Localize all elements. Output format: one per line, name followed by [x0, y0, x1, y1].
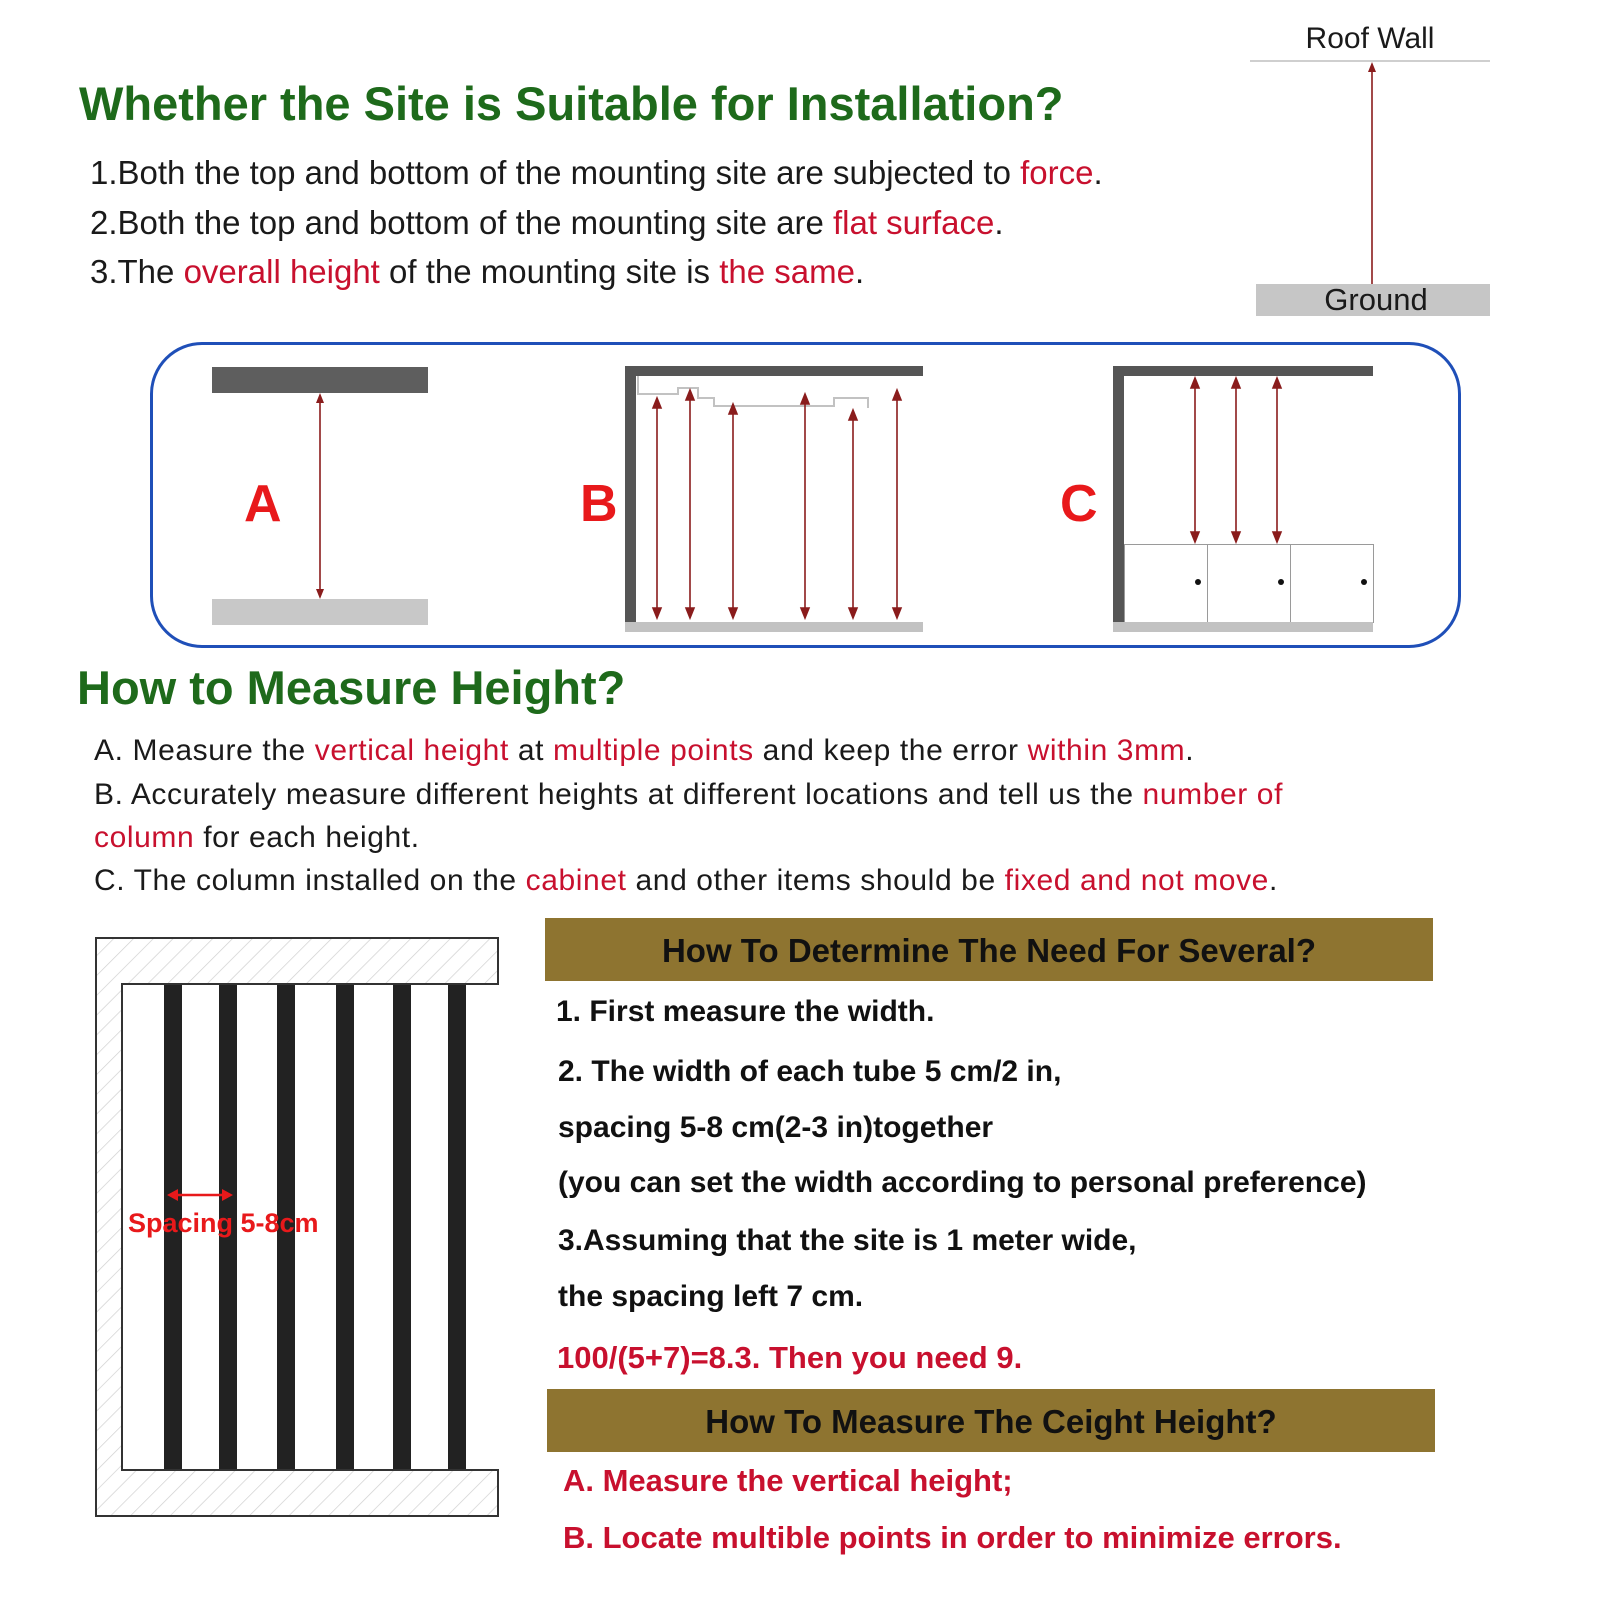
- ceiling-line-a: A. Measure the vertical height;: [563, 1463, 1013, 1498]
- determine-line-4: (you can set the width according to personal preference): [558, 1166, 1367, 1199]
- ground-label: Ground: [1324, 282, 1428, 317]
- determine-line-3: spacing 5-8 cm(2-3 in)together: [558, 1111, 994, 1144]
- line-b-text: B. Accurately measure different heights at different locations and tell us the: [94, 778, 1143, 811]
- item3-mid: of the mounting site is: [379, 253, 720, 290]
- roof-wall-label: Roof Wall: [1305, 22, 1435, 55]
- arrow-a: [310, 393, 330, 599]
- line-b-hl-cont: column: [94, 821, 195, 854]
- item3-highlight: overall height: [183, 253, 380, 290]
- line-a-hl1: vertical height: [314, 734, 509, 767]
- item3-text: 3.The: [90, 253, 184, 290]
- line-b-end: for each height.: [194, 821, 420, 854]
- cabinet-knob-2: [1278, 579, 1284, 585]
- line-c-text: C. The column installed on the: [94, 864, 526, 897]
- line-a-hl2: multiple points: [552, 734, 754, 767]
- item3-highlight-2: the same: [719, 253, 855, 290]
- item3-end: .: [854, 253, 865, 290]
- cabinet-knob-3: [1361, 579, 1367, 585]
- column-6: [448, 985, 466, 1469]
- line-c-hl1: cabinet: [525, 864, 627, 897]
- determine-line-1: 1. First measure the width.: [556, 995, 935, 1028]
- floor-bar: [212, 599, 428, 625]
- line-a-mid2: and keep the error: [753, 734, 1028, 767]
- item2-highlight: flat surface: [832, 204, 995, 241]
- section1-item-2: [90, 204, 1004, 242]
- measure-line-b-cont: [94, 821, 420, 855]
- item2-text: 2.Both the top and bottom of the mounting site are: [90, 204, 833, 241]
- determine-line-2: 2. The width of each tube 5 cm/2 in,: [558, 1055, 1062, 1088]
- label-b: B: [580, 475, 618, 533]
- item1-text: 1.Both the top and bottom of the mounting site are subjected to: [90, 154, 1021, 191]
- ceiling-header: How To Measure The Ceight Height?: [547, 1389, 1435, 1452]
- line-a-mid1: at: [508, 734, 553, 767]
- determine-line-5: 3.Assuming that the site is 1 meter wide,: [558, 1224, 1137, 1257]
- label-c: C: [1060, 475, 1098, 533]
- measure-line-a: [94, 734, 1194, 768]
- section1-item-1: [90, 154, 1103, 192]
- c-floor-bar: [1113, 622, 1373, 632]
- cabinet-knob-1: [1195, 579, 1201, 585]
- line-c-mid: and other items should be: [626, 864, 1005, 897]
- item1-end: .: [1093, 154, 1103, 191]
- column-4: [336, 985, 354, 1469]
- line-a-hl3: within 3mm: [1027, 734, 1186, 767]
- line-a-end: .: [1185, 734, 1195, 767]
- line-a-text: A. Measure the: [94, 734, 315, 767]
- ceiling-bar: [212, 367, 428, 393]
- measure-line-b: [94, 778, 1283, 812]
- section2-title: How to Measure Height?: [77, 661, 626, 714]
- label-a: A: [244, 475, 282, 533]
- cabinet: [1124, 544, 1374, 623]
- item1-highlight: force: [1020, 154, 1094, 191]
- measure-line-c: [94, 864, 1278, 898]
- height-arrow: [1362, 62, 1382, 302]
- section1-item-3: [90, 253, 864, 291]
- spacing-label: Spacing 5-8cm: [128, 1208, 319, 1238]
- spacing-diagram: [95, 937, 499, 1517]
- determine-header: How To Determine The Need For Several?: [545, 918, 1433, 981]
- example-c-diagram: [1113, 366, 1373, 632]
- line-b-hl: number of: [1142, 778, 1284, 811]
- determine-line-6: the spacing left 7 cm.: [558, 1280, 864, 1313]
- determine-formula: 100/(5+7)=8.3. Then you need 9.: [557, 1340, 1023, 1375]
- item2-end: .: [994, 204, 1004, 241]
- column-5: [393, 985, 411, 1469]
- spacing-arrow: [167, 1187, 233, 1203]
- line-c-end: .: [1268, 864, 1278, 897]
- example-b-diagram: [625, 366, 923, 632]
- ceiling-line-b: B. Locate multible points in order to minimize errors.: [563, 1520, 1342, 1555]
- b-arrows: [625, 366, 923, 632]
- roof-ground-diagram: [1250, 20, 1530, 330]
- section1-title: Whether the Site is Suitable for Installation?: [79, 77, 1064, 130]
- line-c-hl2: fixed and not move: [1004, 864, 1269, 897]
